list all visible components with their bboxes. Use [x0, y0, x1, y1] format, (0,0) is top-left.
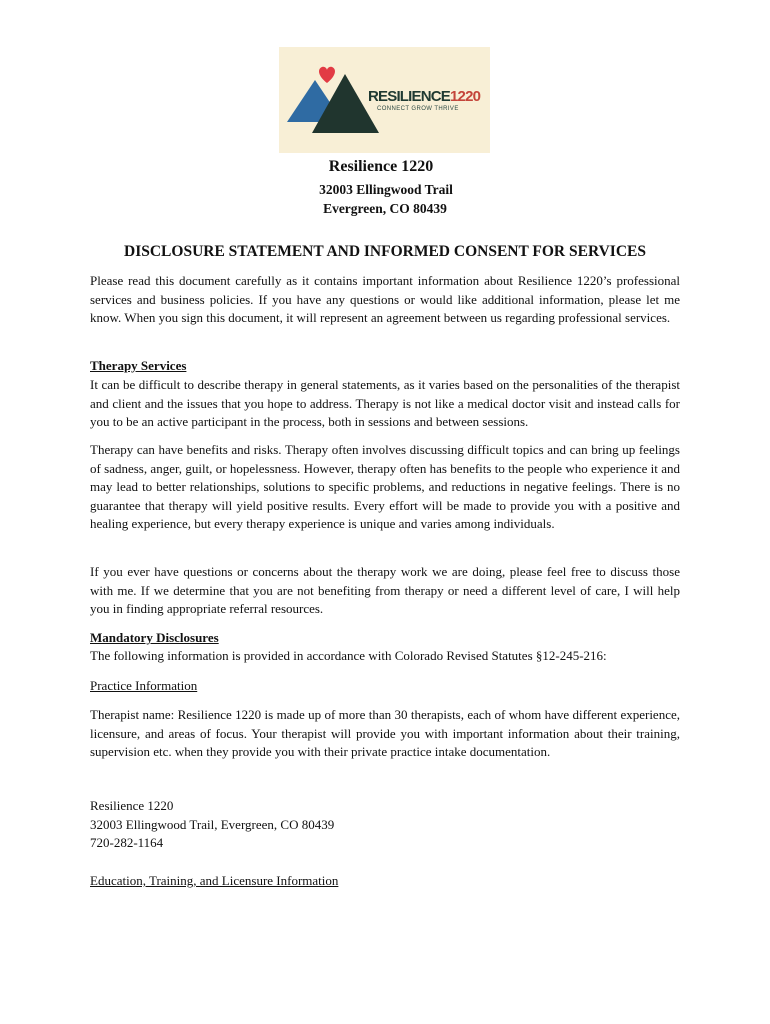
practice-information-heading: Practice Information: [90, 678, 198, 693]
therapist-name-paragraph: Therapist name: Resilience 1220 is made up of more than 30 therapists, each of whom have different experience, licensure, and areas of focus. Your therapist will provide you with important information about their training, supervision etc. when they provide you with their private practice intake documentation.: [90, 707, 680, 759]
therapy-services-heading: Therapy Services: [90, 358, 187, 373]
therapy-services-paragraph-2: Therapy can have benefits and risks. Therapy often involves discussing difficult topics and can bring up feelings of sadness, anger, guilt, or hopelessness. However, therapy often has benefits to the people who experience it and may lead to better relationships, solutions to specific problems, and reductions in negative feelings. There is no guarantee that therapy will yield positive results. Every effort will be made to provide you with a positive and healing experience, but every therapy experience is unique and varies among individuals.: [90, 442, 680, 531]
mandatory-disclosures-heading: Mandatory Disclosures: [90, 630, 219, 645]
education-training-heading: Education, Training, and Licensure Information: [90, 873, 339, 888]
logo-brand-name: RESILIENCE1220: [368, 88, 481, 105]
contact-address: 32003 Ellingwood Trail, Evergreen, CO 80439: [90, 817, 335, 832]
intro-paragraph: Please read this document carefully as it contains important information about Resilience 1220’s professional services and business policies. If you have any questions or would like additional information, please let me know. When you sign this document, it will represent an agreement between us regarding professional services.: [90, 273, 680, 325]
logo-tagline: CONNECT GROW THRIVE: [377, 106, 459, 112]
contact-name: Resilience 1220: [90, 798, 174, 813]
therapy-services-paragraph-1: It can be difficult to describe therapy in general statements, as it varies based on the personalities of the therapist and client and the issues that you hope to address. Therapy is not like a medical doctor visit and instead calls for you to be an active participant in the process, both in sessions and between sessions.: [90, 377, 680, 429]
mandatory-disclosures-intro: The following information is provided in accordance with Colorado Revised Statutes §12-245-216:: [90, 648, 607, 663]
contact-phone: 720-282-1164: [90, 835, 164, 850]
heart-icon: [319, 67, 335, 83]
document-title: DISCLOSURE STATEMENT AND INFORMED CONSENT FOR SERVICES: [124, 243, 646, 260]
org-address-line1: 32003 Ellingwood Trail: [319, 182, 453, 197]
org-name: Resilience 1220: [328, 158, 434, 175]
therapy-services-paragraph-3: If you ever have questions or concerns about the therapy work we are doing, please feel free to discuss those with me. If we determine that you are not benefiting from therapy or need a different level of care, I will help you in finding appropriate referral resources.: [90, 564, 680, 616]
org-address-line2: Evergreen, CO 80439: [323, 201, 447, 216]
